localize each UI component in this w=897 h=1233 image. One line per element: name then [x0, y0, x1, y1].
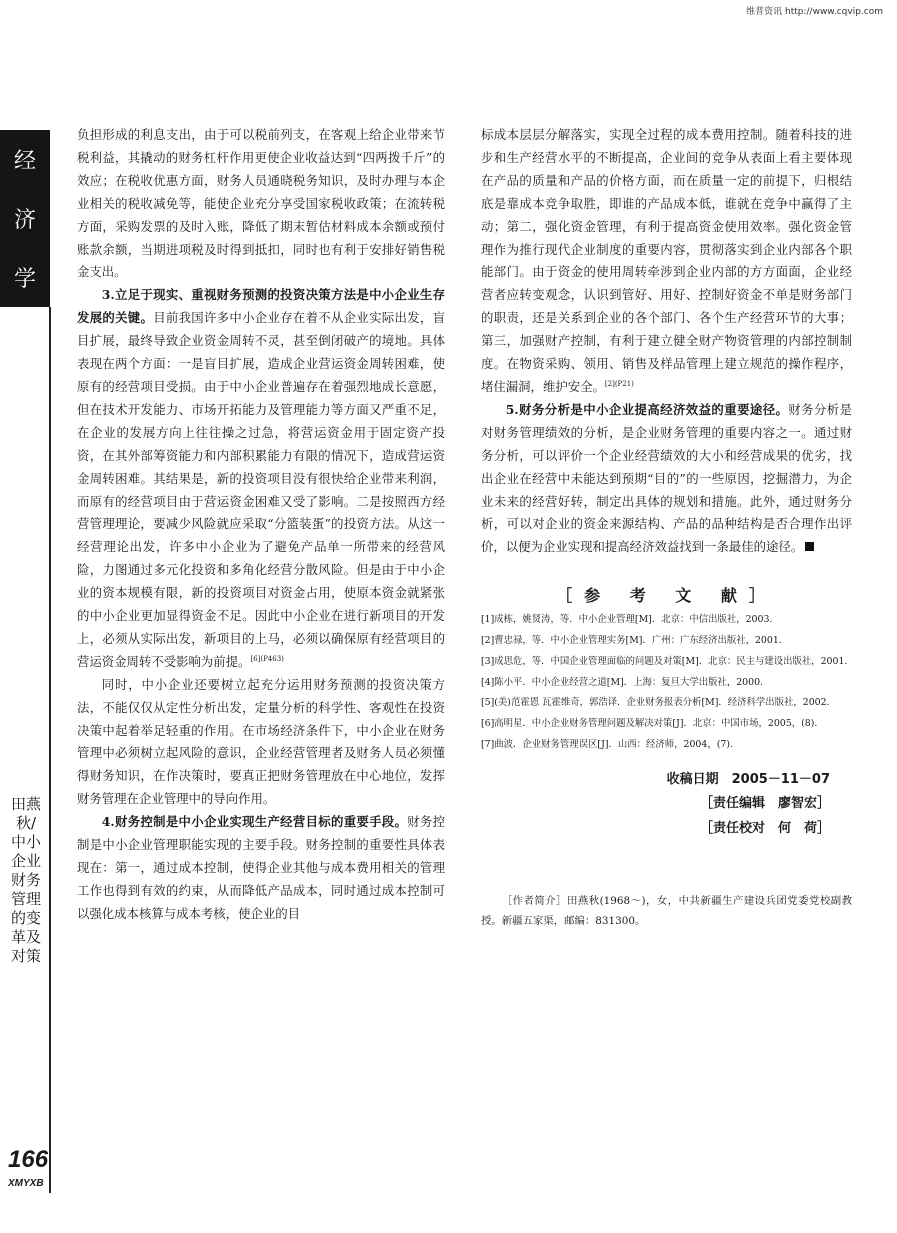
paragraph-text: 标成本层层分解落实，实现全过程的成本费用控制。随着科技的进步和生产经营水平的不断提高，企业间的竞争从表面上看主要体现在产品的质量和产品的价格方面，而在质量一定的前提下，归根结底是靠成本竞争取胜，即谁的产品成本低，谁就在竞争中赢得了主动；第二，强化资金管理，有利于提高资金使用效率。强化资金管理作为推行现代企业制度的重要内容，贯彻落实到企业内部各个职能部门。由于资金的使用周转牵涉到企业内部的方方面面，企业经营者应转变观念，认识到管好、用好、控制好资金不单是财务部门的职责，还是关系到企业的各个部门、各个生产经营环节的大事；第三，加强财产控制，有利于建立健全财产物资管理的内部控制制度。在物资采购、领用、销售及样品管理上建立规范的操作程序，堵住漏洞，维护安全。 [481, 127, 852, 394]
author-intro-text: 田燕秋(1968～)，女，中共新疆生产建设兵团党委党校副教授。新疆五家渠，邮编：831300。 [481, 895, 852, 928]
citation: [6](P463) [250, 654, 284, 663]
reference-item: [2]曹忠禄，等．中小企业管理实务[M]．广州：广东经济出版社，2001. [481, 634, 782, 646]
section-heading: 5.财务分析是中小企业提高经济效益的重要途径。 [505, 401, 789, 417]
paragraph-text: 目前我国许多中小企业存在着不从企业实际出发，盲目扩展，最终导致企业资金周转不灵，甚至倒闭破产的境地。具体表现在两个方面：一是盲目扩展，造成企业营运资金周转困难，使原有的经营项目受损。由于中小企业普遍存在着强烈地成长意愿，但在技术开发能力、市场开拓能力及管理能力等方面又严重不足，在企业的发展方向上往往操之过急，将营运资金用于固定资产投资，在其外部筹资能力和内部积累能力有限的情况下，造成营运资金周转困难。其结果是，新的投资项目没有很快给企业带来利润，而原有的经营项目由于营运资金困难又受了影响。二是按照西方经营管理理论，要减少风险就应采取“分篮装蛋”的投资方法。从这一经营理论出发，许多中小企业为了避免产品单一所带来的经营风险，力图通过多元化投资和多角化经营分散风险。但是由于中小企业的资本规模有限，新的投资项目对资金占用，使原本资金就紧张的中小企业更加显得资金不足。因此中小企业在进行新项目的开发上，必须从实际出发，新项目的上马，必须以确保原有经营项目的营运资金周转不受影响为前提。 [77, 310, 446, 669]
author-intro-label: ［作者简介］ [501, 895, 568, 908]
received-date: 收稿日期 2005－11－07 [666, 771, 830, 787]
section-char-1: 经 [13, 149, 36, 174]
paragraph [77, 284, 445, 673]
paragraph: 同时，中小企业还要树立起充分运用财务预测的投资决策方法，不能仅仅从定性分析出发，定量分析的科学性、客观性在投资决策中起着举足轻重的作用。在市场经济条件下，中小企业在财务管理中必须树立起风险的意识，企业经营管理者及财务人员必须懂得财务知识，在作决策时，要真正把财务管理放在中心地位，发挥财务管理在企业管理中的导向作用。 [77, 676, 445, 807]
paragraph [77, 811, 445, 926]
section-char-3: 学 [13, 267, 36, 292]
section-heading: 3.立足于现实、重视财务预测的投资决策方法是中小企业生存发展的关键。 [77, 287, 445, 326]
paragraph [481, 124, 852, 399]
section-char-2: 济 [13, 208, 36, 233]
reference-item: [6]高明星．中小企业财务管理问题及解决对策[J]．北京：中国市场，2005，(8). [481, 718, 818, 730]
section-heading: 4.财务控制是中小企业实现生产经营目标的重要手段。 [101, 814, 408, 830]
responsible-editor: ［责任编辑 廖智宏］ [699, 796, 830, 812]
paragraph [481, 399, 852, 559]
reference-item: [4]陈小平．中小企业经营之道[M]．上海：复旦大学出版社，2000. [481, 676, 764, 688]
reference-item: [5](美)范霍恩 瓦霍维奇，郭浩译．企业财务报表分析[M]．经济科学出版社，2002. [481, 697, 830, 709]
side-divider [49, 307, 51, 1193]
paragraph: 负担形成的利息支出，由于可以税前列支，在客观上给企业带来节税利益，其撬动的财务杠杆作用更使企业收益达到“四两拨千斤”的效应；在税收优惠方面，财务人员通晓税务知识，及时办理与本企业相关的税收减免等，能使企业充分享受国家税收政策；在流转税方面，采购发票的及时入账，降低了期末暂估材料成本余额或预付账款余额，当期进项税及时得到抵扣，同时也有利于安排好销售税金支出。 [77, 127, 445, 280]
author-intro [481, 891, 852, 931]
references-heading: ［参 考 文 献］ [556, 586, 777, 606]
citation: [2](P21) [604, 379, 634, 388]
article-title-vertical: 田燕秋/中小企业财务管理的变革及对策 [10, 795, 41, 965]
paragraph-text: 财务分析是对财务管理绩效的分析，是企业财务管理的重要内容之一。通过财务分析，可以评价一个企业经营绩效的大小和经营成果的优劣，找出企业在经营中未能达到预期“目的”的一些原因，挖掘潜力，为企业未来的经营好转，制定出具体的规划和措施。此外，通过财务分析，可以对企业的资金来源结构、产品的品种结构是否合理作出评价，以便为企业实现和提高经济效益找到一条最佳的途径。 [481, 401, 853, 555]
watermark-url[interactable]: 维普资讯 http://www.cqvip.com [746, 7, 883, 17]
references-list [481, 612, 852, 754]
end-mark-icon [805, 542, 814, 551]
reference-item: [3]成思危，等．中国企业管理面临的问题及对策[M]．北京：民主与建设出版社，2001. [481, 655, 848, 667]
section-tab [0, 130, 50, 307]
journal-code: XMYXB [8, 1178, 44, 1189]
reference-item: [7]曲波．企业财务管理误区[J]．山西：经济师，2004，(7). [481, 738, 733, 750]
right-column [481, 124, 852, 931]
paragraph-text: 财务控制是中小企业管理职能实现的主要手段。财务控制的重要性具体表现在：第一，通过成本控制，使得企业其他与成本费用相关的管理工作也得到有效的约束，从而降低产品成本，同时通过成本控制可以强化成本核算与成本考核，使企业的目 [77, 814, 445, 921]
page-number: 166 [8, 1146, 49, 1173]
left-column [77, 124, 445, 926]
responsible-proofreader: ［责任校对 何 荷］ [699, 820, 830, 836]
reference-item: [1]成栋，姚贤涛，等．中小企业管理[M]．北京：中信出版社，2003. [481, 614, 773, 626]
article-meta [481, 768, 852, 842]
